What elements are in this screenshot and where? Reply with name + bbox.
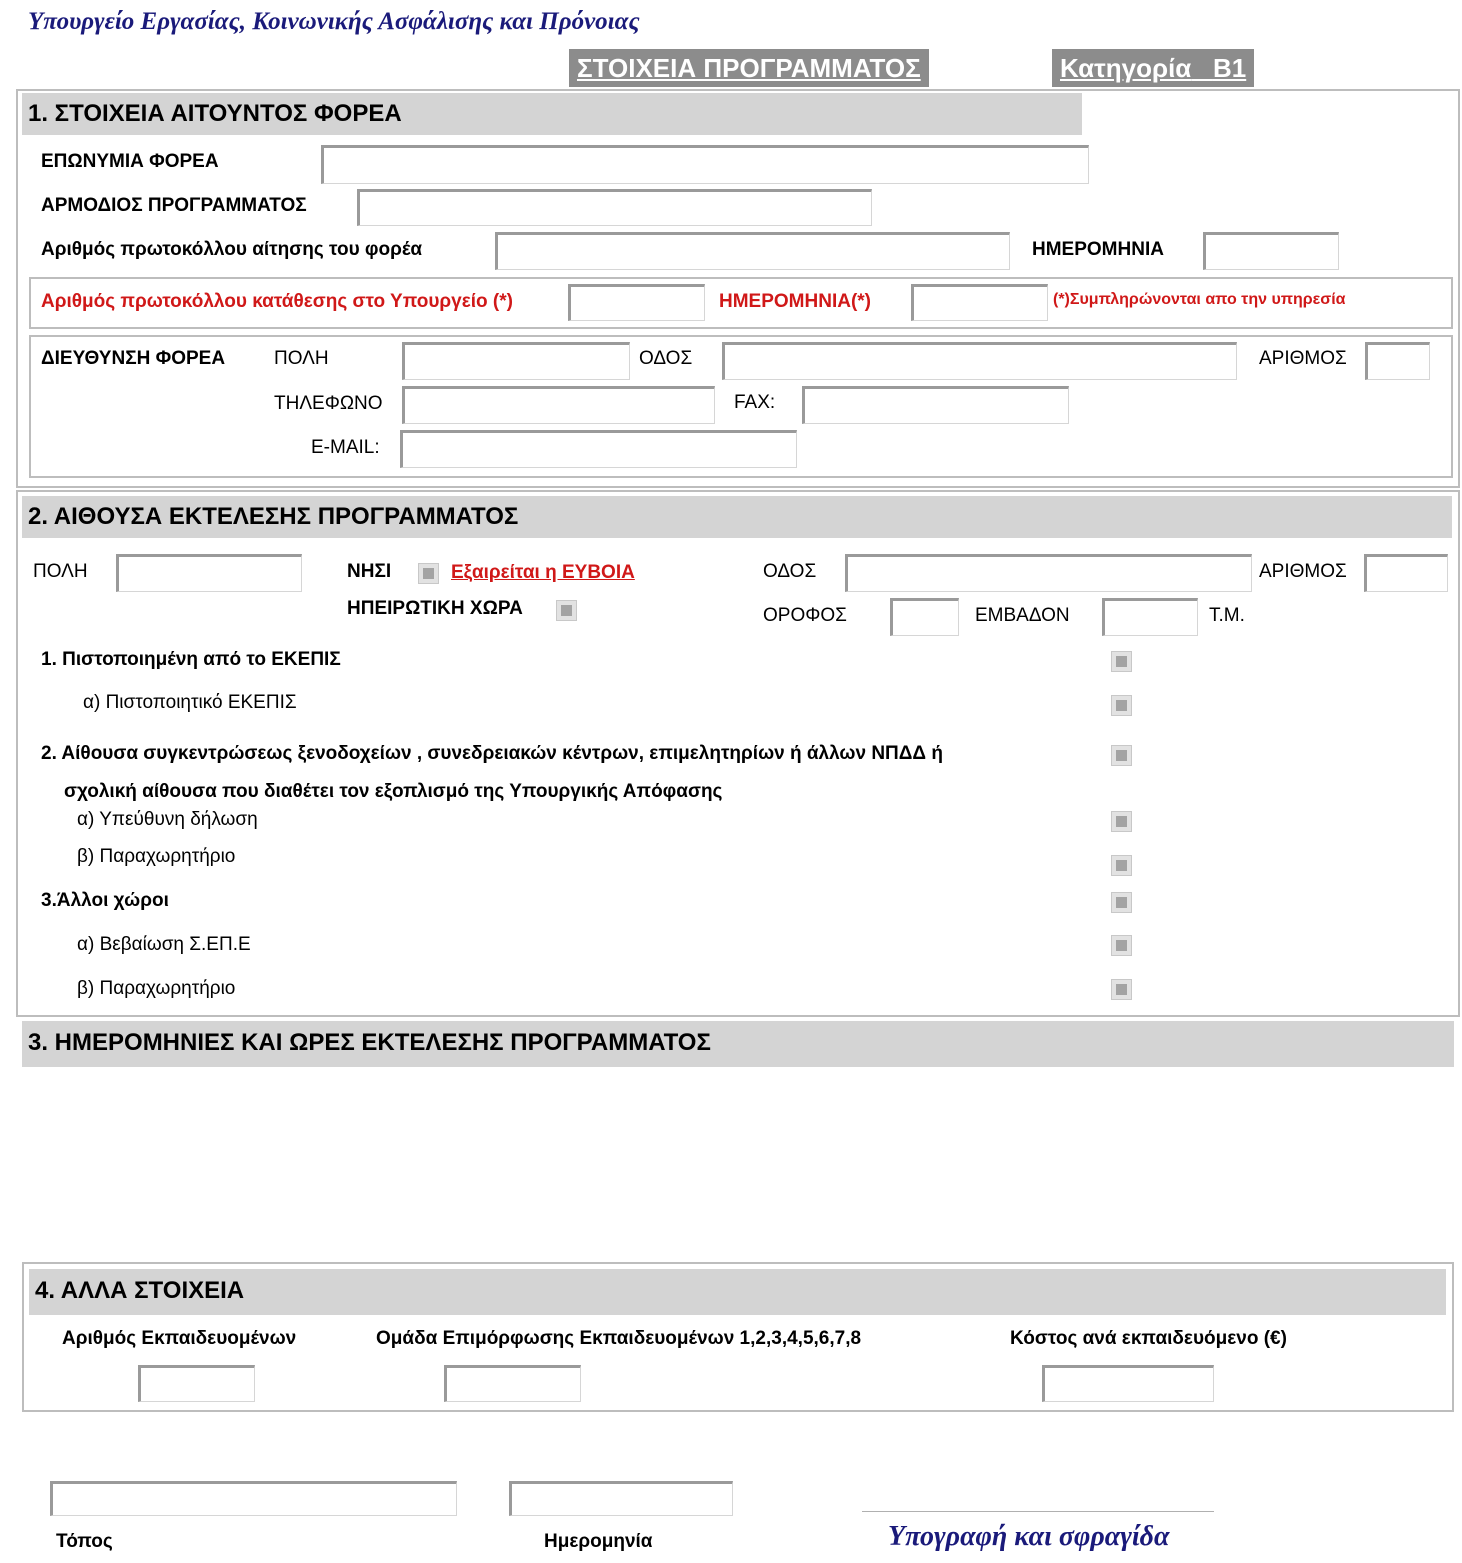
ministry-date-label: ΗΜΕΡΟΜΗΝΙΑ(*) bbox=[719, 291, 871, 312]
category-value: Β1 bbox=[1212, 53, 1247, 83]
floor-label: ΟΡΟΦΟΣ bbox=[763, 605, 847, 626]
trainees-field[interactable] bbox=[138, 1365, 255, 1402]
area-unit: Τ.Μ. bbox=[1209, 605, 1245, 626]
venue-street-label: ΟΔΟΣ bbox=[763, 561, 817, 582]
section-1-title: 1. ΣΤΟΙΧΕΙΑ ΑΙΤΟΥΝΤΟΣ ΦΟΡΕΑ bbox=[22, 93, 1082, 135]
org-protocol-label: Αριθμός πρωτοκόλλου αίτησης του φορέα bbox=[41, 239, 423, 260]
number-field[interactable] bbox=[1365, 342, 1430, 380]
category-label: Κατηγορία bbox=[1060, 53, 1192, 83]
item-3b-label: β) Παραχωρητήριο bbox=[77, 978, 236, 999]
venue-street-field[interactable] bbox=[845, 554, 1252, 592]
phone-field[interactable] bbox=[402, 386, 715, 424]
euboea-exception-link[interactable]: Εξαιρείται η ΕΥΒΟΙΑ bbox=[451, 562, 635, 583]
trainees-label: Αριθμός Εκπαιδευομένων bbox=[62, 1328, 297, 1349]
signing-date-field[interactable] bbox=[509, 1481, 733, 1516]
item-1a-label: α) Πιστοποιητικό ΕΚΕΠΙΣ bbox=[83, 692, 297, 713]
ministry-protocol-label: Αριθμός πρωτοκόλλου κατάθεσης στο Υπουργείο (*) bbox=[41, 291, 513, 312]
section-3-title: 3. ΗΜΕΡΟΜΗΝΙΕΣ ΚΑΙ ΩΡΕΣ ΕΚΤΕΛΕΣΗΣ ΠΡΟΓΡΑΜΜΑΤΟΣ bbox=[22, 1021, 1454, 1067]
item-3a-checkbox[interactable] bbox=[1111, 935, 1132, 956]
item-3a-label: α) Βεβαίωση Σ.ΕΠ.Ε bbox=[77, 934, 251, 955]
org-date-field[interactable] bbox=[1203, 232, 1339, 270]
mainland-label: ΗΠΕΙΡΩΤΙΚΗ ΧΩΡΑ bbox=[347, 598, 523, 619]
number-label: ΑΡΙΘΜΟΣ bbox=[1259, 348, 1347, 369]
item-1-checkbox[interactable] bbox=[1111, 651, 1132, 672]
fax-field[interactable] bbox=[802, 386, 1069, 424]
item-3-label: 3.Άλλοι χώροι bbox=[41, 890, 169, 911]
item-3b-checkbox[interactable] bbox=[1111, 979, 1132, 1000]
item-2-checkbox[interactable] bbox=[1111, 745, 1132, 766]
cost-label: Κόστος ανά εκπαιδευόμενο (€) bbox=[1010, 1328, 1287, 1349]
item-2-label-continued: σχολική αίθουσα που διαθέτει τον εξοπλισμό της Υπουργικής Απόφασης bbox=[64, 781, 723, 802]
group-label: Ομάδα Επιμόρφωσης Εκπαιδευομένων 1,2,3,4,5,6,7,8 bbox=[376, 1328, 862, 1349]
program-manager-field[interactable] bbox=[357, 189, 872, 226]
island-label: ΝΗΣΙ bbox=[347, 561, 392, 582]
item-1-label: 1. Πιστοποιημένη από το ΕΚΕΠΙΣ bbox=[41, 649, 341, 670]
ministry-title: Υπουργείο Εργασίας, Κοινωνικής Ασφάλισης και Πρόνοιας bbox=[28, 8, 640, 35]
phone-label: ΤΗΛΕΦΩΝΟ bbox=[274, 393, 383, 414]
area-label: ΕΜΒΑΔΟΝ bbox=[975, 605, 1070, 626]
area-field[interactable] bbox=[1102, 598, 1198, 636]
group-field[interactable] bbox=[444, 1365, 581, 1402]
program-manager-label: ΑΡΜΟΔΙΟΣ ΠΡΟΓΡΑΜΜΑΤΟΣ bbox=[41, 195, 307, 216]
island-checkbox[interactable] bbox=[418, 563, 439, 584]
org-protocol-field[interactable] bbox=[495, 232, 1010, 270]
section-4-title: 4. ΑΛΛΑ ΣΤΟΙΧΕΙΑ bbox=[29, 1269, 1446, 1315]
city-label: ΠΟΛΗ bbox=[274, 348, 329, 369]
email-label: E-MAIL: bbox=[311, 437, 380, 458]
place-field[interactable] bbox=[50, 1481, 457, 1516]
email-field[interactable] bbox=[400, 430, 797, 468]
street-label: ΟΔΟΣ bbox=[639, 348, 693, 369]
item-2a-label: α) Υπεύθυνη δήλωση bbox=[77, 809, 258, 830]
venue-city-label: ΠΟΛΗ bbox=[33, 561, 88, 582]
address-label: ΔΙΕΥΘΥΝΣΗ ΦΟΡΕΑ bbox=[41, 348, 226, 369]
ministry-protocol-field[interactable] bbox=[568, 284, 705, 321]
street-field[interactable] bbox=[722, 342, 1237, 380]
org-date-label: ΗΜΕΡΟΜΗΝΙΑ bbox=[1032, 239, 1164, 260]
cost-field[interactable] bbox=[1042, 1365, 1214, 1402]
ministry-date-field[interactable] bbox=[911, 284, 1048, 321]
ministry-note: (*)Συμπληρώνονται απο την υπηρεσία bbox=[1053, 291, 1346, 308]
org-name-field[interactable] bbox=[321, 145, 1089, 184]
program-title-badge: ΣΤΟΙΧΕΙΑ ΠΡΟΓΡΑΜΜΑΤΟΣ bbox=[569, 49, 929, 87]
item-2a-checkbox[interactable] bbox=[1111, 811, 1132, 832]
item-1a-checkbox[interactable] bbox=[1111, 695, 1132, 716]
city-field[interactable] bbox=[402, 342, 630, 380]
signature-line bbox=[862, 1511, 1214, 1512]
signing-date-label: Ημερομηνία bbox=[544, 1531, 653, 1552]
item-2-label: 2. Αίθουσα συγκεντρώσεως ξενοδοχείων , συνεδρειακών κέντρων, επιμελητηρίων ή άλλων ΝΠΔΔ ή bbox=[41, 743, 943, 764]
place-label: Τόπος bbox=[56, 1531, 113, 1552]
venue-number-label: ΑΡΙΘΜΟΣ bbox=[1259, 561, 1347, 582]
item-2b-label: β) Παραχωρητήριο bbox=[77, 846, 236, 867]
fax-label: FAX: bbox=[734, 392, 776, 413]
org-name-label: ΕΠΩΝΥΜΙΑ ΦΟΡΕΑ bbox=[41, 151, 219, 172]
category-badge bbox=[1052, 49, 1254, 87]
signature-label: Υπογραφή και σφραγίδα bbox=[888, 1521, 1170, 1552]
mainland-checkbox[interactable] bbox=[556, 600, 577, 621]
item-2b-checkbox[interactable] bbox=[1111, 855, 1132, 876]
venue-city-field[interactable] bbox=[116, 554, 302, 592]
floor-field[interactable] bbox=[890, 598, 959, 636]
section-2-title: 2. ΑΙΘΟΥΣΑ ΕΚΤΕΛΕΣΗΣ ΠΡΟΓΡΑΜΜΑΤΟΣ bbox=[22, 496, 1452, 538]
venue-number-field[interactable] bbox=[1364, 554, 1448, 592]
item-3-checkbox[interactable] bbox=[1111, 892, 1132, 913]
